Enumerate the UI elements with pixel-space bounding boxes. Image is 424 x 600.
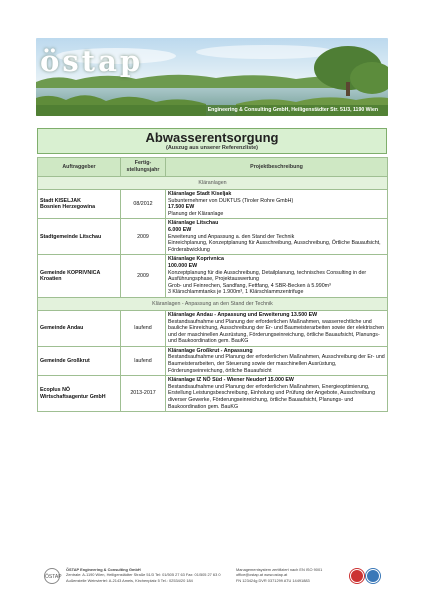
client-cell: Gemeinde KOPRIVNICA Kroatien — [38, 255, 121, 298]
header-description: Projektbeschreibung — [166, 158, 388, 177]
client-cell: Ecoplus NÖ Wirtschaftsagentur GmbH — [38, 376, 121, 412]
client-cell: Gemeinde Andau — [38, 310, 121, 346]
page-subtitle: (Auszug aus unserer Referenzliste) — [166, 145, 258, 151]
table-row — [38, 310, 388, 346]
description-cell: Kläranlage Litschau 6.000 EW Erweiterung und Anpassung a. den Stand der Technik Einreichplanung, Konzeptplanung für Ausschreibung, Ausschreibung, Örtliche Bauaufsicht, Förderabwicklung — [166, 219, 388, 255]
company-address: Engineering & Consulting GmbH, Heiligenstädter Str. 51/3, 1190 Wien — [207, 107, 378, 113]
table-row — [38, 219, 388, 255]
page-title: Abwasserentsorgung — [145, 130, 279, 145]
client-cell: Stadt KISELJAK Bosnien Herzegowina — [38, 190, 121, 219]
certification-seal-icon — [350, 569, 364, 583]
reference-table — [37, 157, 388, 412]
table-header-row — [38, 158, 388, 177]
year-cell: laufend — [121, 310, 166, 346]
section-label: Kläranlagen - Anpassung an den Stand der Technik — [38, 297, 388, 310]
section-label: Kläranlagen — [38, 177, 388, 190]
description-cell: Kläranlage IZ NÖ Süd - Wiener Neudorf 15.000 EW Bestandsaufnahme und Planung der erforderlichen Maßnahmen, Energieoptimierung, Erstellung Leistungsbeschreibung, Einholung und Prüfung der Angebote, Ausschreibung diverser Gewerke, Förderungseinreichung, örtliche Bauaufsicht, Planungs- und Baukoordination gem. BauKG — [166, 376, 388, 412]
year-cell: 2009 — [121, 219, 166, 255]
year-cell: 2013-2017 — [121, 376, 166, 412]
client-cell: Stadtgemeinde Litschau — [38, 219, 121, 255]
table-row — [38, 346, 388, 375]
header-client: Auftraggeber — [38, 158, 121, 177]
footer-logo-badge: ÖSTAP — [44, 568, 60, 584]
description-cell: Kläranlage Großkrut - Anpassung Bestandsaufnahme und Planung der erforderlichen Maßnahmen, Ausschreibung der Er- und Baumeisterarbeiten, der Steuerung sowie der maschinellen Ausrüstung, Förderungseinreichung, örtliche Bauaufsicht — [166, 346, 388, 375]
company-logo: östap — [40, 44, 144, 78]
title-box — [37, 128, 387, 154]
header-year: Fertig-stellungsjahr — [121, 158, 166, 177]
description-cell: Kläranlage Stadt Kiseljak Subunternehmer von DUKTUS (Tiroler Rohre GmbH) 17.500 EW Planung der Kläranlage — [166, 190, 388, 219]
year-cell: laufend — [121, 346, 166, 375]
footer-address: ÖSTAP Engineering & Consulting GmbH Zentrale: A-1190 Wien, Heiligenstädter Straße 51/3 Tel: 01/505 27 63 Fax: 01/505 27 63 0 Außenstelle Weinviertel: A-2143 Ameis, Kirchenplatz 5 Tel.: 02534/20 184 — [66, 567, 221, 583]
description-cell: Kläranlage Koprivnica 100.000 EW Konzeptplanung für die Ausschreibung, Detailplanung, technisches Consulting in der Ausführungsphase, Projektauswertung Grob- und Feinrechen, Sandfang, Fettfang, 4 SBR-Becken à 5.990m³ 3 Klärschlammtanks je 1.900m³, 1 Klärschlammzentrifuge — [166, 255, 388, 298]
client-cell: Gemeinde Großkrut — [38, 346, 121, 375]
table-row — [38, 255, 388, 298]
year-cell: 08/2012 — [121, 190, 166, 219]
year-cell: 2009 — [121, 255, 166, 298]
footer-contact: Managementsystem zertifiziert nach EN ISO 9001 office@ostap.at www.ostap.at FN 123424g DVR 0371299 ATU 14491883 — [236, 567, 323, 583]
description-cell: Kläranlage Andau - Anpassung und Erweiterung 13.500 EW Bestandsaufnahme und Planung der erforderlichen Maßnahmen, wasserrechtliche und bauliche Einreichung, Ausschreibung der Er- und Baumeisterarbeiten sowie der elektrischen und der maschinellen Ausrüstung, Förderungseinreichung, örtliche Bauaufsicht, Planungs- und Baukoordination gem. BauKG — [166, 310, 388, 346]
table-row — [38, 190, 388, 219]
quality-seal-icon — [366, 569, 380, 583]
table-row — [38, 376, 388, 412]
page-footer — [44, 567, 384, 591]
section-row — [38, 177, 388, 190]
section-row — [38, 297, 388, 310]
